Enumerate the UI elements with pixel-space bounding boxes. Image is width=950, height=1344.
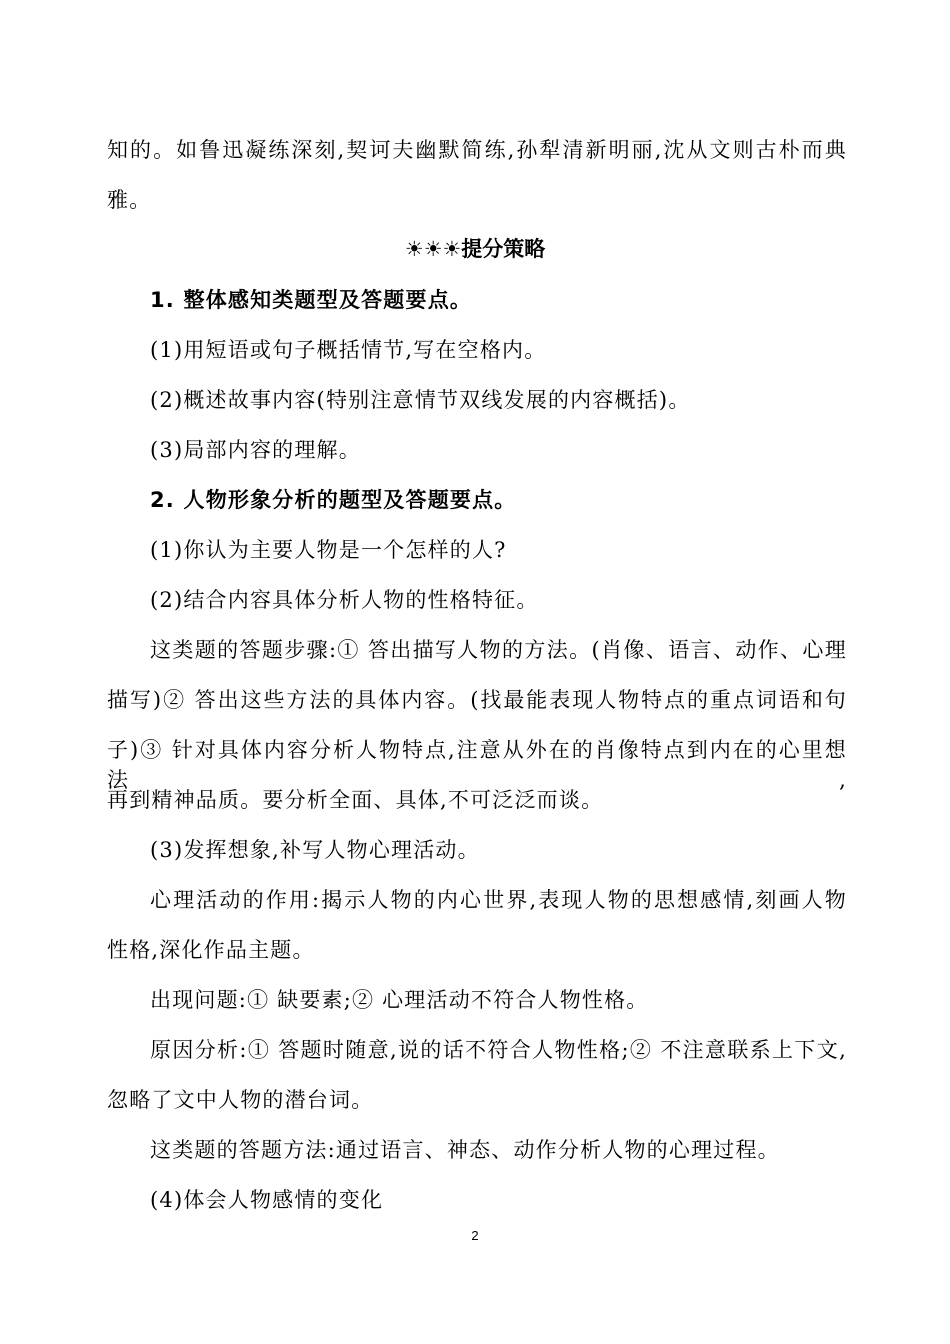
list-item: (2)结合内容具体分析人物的性格特征。: [150, 588, 539, 612]
paragraph-line: 性格,深化作品主题。: [107, 938, 315, 962]
paragraph-line: 子)③ 针对具体内容分析人物特点,注意从外在的肖像特点到内在的心里想法,: [107, 738, 847, 792]
paragraph-line: 心理活动的作用:揭示人物的内心世界,表现人物的思想感情,刻画人物: [150, 888, 847, 912]
list-item: (1)用短语或句子概括情节,写在空格内。: [150, 338, 547, 362]
paragraph-line: 这类题的答题方法:通过语言、神态、动作分析人物的心理过程。: [150, 1138, 780, 1162]
intro-line-1: 知的。如鲁迅凝练深刻,契诃夫幽默简练,孙犁清新明丽,沈从文则古朴而典: [107, 138, 847, 162]
list-item: (3)发挥想象,补写人物心理活动。: [150, 838, 480, 862]
list-item: (4)体会人物感情的变化: [150, 1188, 384, 1212]
list-item: (3)局部内容的理解。: [150, 438, 361, 462]
paragraph-line: 原因分析:① 答题时随意,说的话不符合人物性格;② 不注意联系上下文,: [150, 1038, 847, 1062]
heading-2: 2. 人物形象分析的题型及答题要点。: [150, 488, 517, 512]
paragraph-line: 再到精神品质。要分析全面、具体,不可泛泛而谈。: [107, 788, 604, 812]
page-number: 2: [471, 1228, 479, 1243]
section-title: ☀☀☀提分策略: [404, 237, 546, 261]
list-item: (2)概述故事内容(特别注意情节双线发展的内容概括)。: [150, 388, 691, 412]
paragraph-line: 出现问题:① 缺要素;② 心理活动不符合人物性格。: [150, 988, 649, 1012]
paragraph-line: 忽略了文中人物的潜台词。: [107, 1088, 374, 1112]
intro-line-2: 雅。: [107, 188, 152, 212]
paragraph-line: 描写)② 答出这些方法的具体内容。(找最能表现人物特点的重点词语和句: [107, 688, 847, 712]
heading-1: 1. 整体感知类题型及答题要点。: [150, 288, 473, 312]
list-item: (1)你认为主要人物是一个怎样的人?: [150, 538, 507, 562]
paragraph-line: 这类题的答题步骤:① 答出描写人物的方法。(肖像、语言、动作、心理: [150, 638, 847, 662]
